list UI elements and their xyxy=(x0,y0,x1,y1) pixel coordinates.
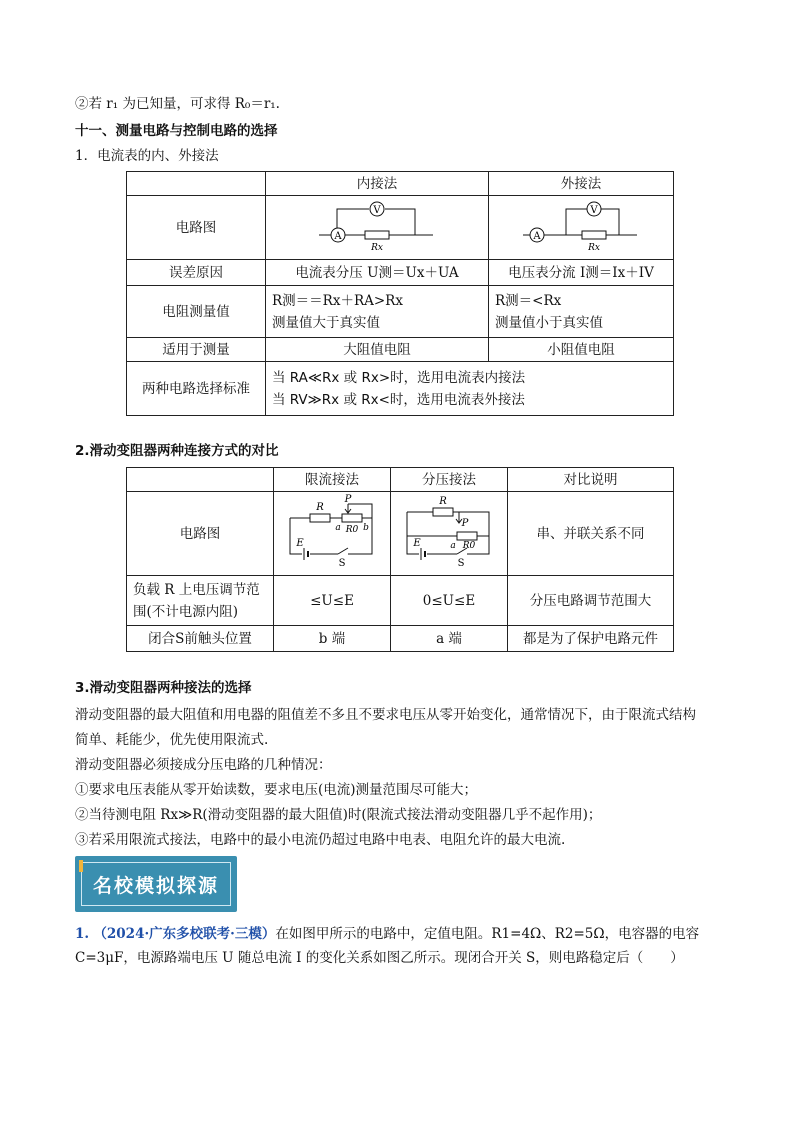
question-line-2: C=3μF，电源路端电压 U 随总电流 I 的变化关系如图乙所示。现闭合开关 S，则电路稳定后（ ） xyxy=(75,950,684,966)
question-text: 在如图甲所示的电路中，定值电阻。R1=4Ω、R2=5Ω，电容器的电容 xyxy=(275,926,700,942)
sub2-title: 2.滑动变阻器两种连接方式的对比 xyxy=(75,443,279,459)
divider-circuit-diagram xyxy=(391,492,508,576)
criteria-line-1: 当 RA≪Rx 或 Rx>时，选用电流表内接法 xyxy=(272,369,526,386)
table2-header-note: 对比说明 xyxy=(508,468,674,492)
p-label: P xyxy=(344,494,352,505)
table1-cell: 电流表分压 U测＝Ux＋UA xyxy=(266,260,489,286)
section-title: 十一、测量电路与控制电路的选择 xyxy=(75,123,278,139)
rx-label-2: Rx xyxy=(588,243,600,251)
outer-value-note: 测量值小于真实值 xyxy=(495,314,603,331)
table1-header-inner: 内接法 xyxy=(266,172,489,196)
r0-label-2: R0 xyxy=(462,541,476,551)
table2-cell: ≤U≤E xyxy=(274,576,391,626)
table2-cell: a 端 xyxy=(391,626,508,652)
e-label-2: E xyxy=(413,538,421,549)
ammeter-label-2: A xyxy=(533,231,541,242)
table2-row-label: 闭合S前触头位置 xyxy=(127,626,274,652)
paragraph-line: 滑动变阻器的最大阻值和用电器的阻值差不多且不要求电压从零开始变化，通常情况下，由于限流式结构 xyxy=(75,707,696,723)
table1-cell xyxy=(266,286,489,338)
sub1-title: 1．电流表的内、外接法 xyxy=(75,148,219,164)
inner-value: R测＝＝Rx＋RA>Rx xyxy=(272,292,403,309)
table1-cell: 电压表分流 I测＝Ix＋IV xyxy=(489,260,674,286)
outer-circuit-diagram xyxy=(489,196,674,260)
table2-row-label xyxy=(127,576,274,626)
rx-label: Rx xyxy=(371,243,383,251)
question-source: （2024·广东多校联考·三模） xyxy=(93,926,276,942)
inner-circuit-diagram xyxy=(266,196,489,260)
s-label: S xyxy=(338,558,346,568)
r-label-2: R xyxy=(439,496,447,507)
table1-row-label: 两种电路选择标准 xyxy=(127,362,266,416)
voltmeter-label-2: V xyxy=(590,205,598,216)
table2-row-label: 电路图 xyxy=(127,492,274,576)
paragraph-line: 滑动变阻器必须接成分压电路的几种情况： xyxy=(75,757,332,773)
inner-circuit-svg xyxy=(317,197,437,251)
table1-row-label: 误差原因 xyxy=(127,260,266,286)
question-line-1 xyxy=(75,924,699,944)
table1-cell: 小阻值电阻 xyxy=(489,338,674,362)
table1-row-label: 电路图 xyxy=(127,196,266,260)
table1-header-blank xyxy=(127,172,266,196)
a-label-2: a xyxy=(450,541,456,551)
a-label: a xyxy=(335,523,341,533)
table-rheostat-comparison xyxy=(126,467,674,652)
s-label-2: S xyxy=(457,558,465,568)
voltmeter-label: V xyxy=(373,205,381,216)
b-label: b xyxy=(363,523,369,533)
table1-row-label: 适用于测量 xyxy=(127,338,266,362)
paragraph-line: ①要求电压表能从零开始读数，要求电压(电流)测量范围尽可能大； xyxy=(75,782,478,798)
table2-header-limit: 限流接法 xyxy=(274,468,391,492)
table1-cell xyxy=(489,286,674,338)
table2-cell: b 端 xyxy=(274,626,391,652)
table2-cell: 分压电路调节范围大 xyxy=(508,576,674,626)
table2-cell: 都是为了保护电路元件 xyxy=(508,626,674,652)
sub3-title: 3.滑动变阻器两种接法的选择 xyxy=(75,680,252,696)
ammeter-label: A xyxy=(334,231,342,242)
intro-line: ②若 r₁ 为已知量，可求得 R₀＝r₁. xyxy=(75,96,280,112)
table2-cell: 0≤U≤E xyxy=(391,576,508,626)
table1-row-label: 电阻测量值 xyxy=(127,286,266,338)
paragraph-line: 简单、耗能少，优先使用限流式. xyxy=(75,732,269,748)
section-banner xyxy=(75,856,237,912)
table2-header-blank xyxy=(127,468,274,492)
paragraph-line: ②当待测电阻 Rx≫R(滑动变阻器的最大阻值)时(限流式接法滑动变阻器几乎不起作用)； xyxy=(75,807,602,823)
load-label-line1: 负载 R 上电压调节范 xyxy=(133,581,260,598)
outer-circuit-svg xyxy=(521,197,641,251)
outer-value: R测＝<Rx xyxy=(495,292,562,309)
r0-label: R0 xyxy=(345,525,359,535)
table1-cell: 大阻值电阻 xyxy=(266,338,489,362)
table2-cell: 串、并联关系不同 xyxy=(508,492,674,576)
table1-header-outer: 外接法 xyxy=(489,172,674,196)
inner-value-note: 测量值大于真实值 xyxy=(272,314,380,331)
r-label: R xyxy=(316,502,324,513)
table-ammeter-connection xyxy=(126,171,674,416)
question-number: 1. xyxy=(75,926,90,942)
paragraph-line: ③若采用限流式接法，电路中的最小电流仍超过电路中电表、电阻允许的最大电流. xyxy=(75,832,566,848)
p-label-2: P xyxy=(461,518,469,529)
limit-circuit-diagram xyxy=(274,492,391,576)
load-label-line2: 围(不计电源内阻) xyxy=(133,603,239,620)
divider-circuit-svg xyxy=(399,492,499,568)
e-label: E xyxy=(296,538,304,549)
banner-title: 名校模拟探源 xyxy=(92,875,219,897)
criteria-line-2: 当 RV≫Rx 或 Rx<时，选用电流表外接法 xyxy=(272,391,525,408)
limit-circuit-svg xyxy=(282,492,382,568)
table1-criteria xyxy=(266,362,674,416)
table2-header-divider: 分压接法 xyxy=(391,468,508,492)
